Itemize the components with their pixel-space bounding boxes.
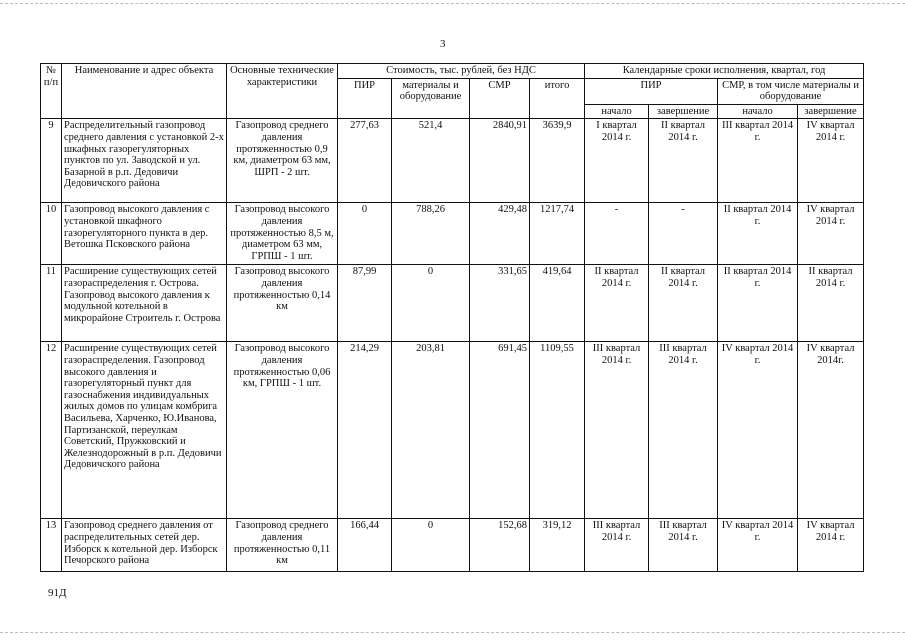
header-materials: материалы и оборудование: [392, 78, 470, 119]
table-row: [41, 519, 864, 572]
cost-smr: 691,45: [470, 342, 530, 519]
pir-end: II квартал 2014 г.: [649, 119, 718, 203]
header-end: завершение: [649, 104, 718, 119]
cost-total: 419,64: [530, 265, 585, 342]
pir-end: -: [649, 203, 718, 265]
schedule-table: [40, 63, 864, 572]
cost-total: 1217,74: [530, 203, 585, 265]
header-start: начало: [718, 104, 798, 119]
pir-end: III квартал 2014 г.: [649, 519, 718, 572]
smr-start: II квартал 2014 г.: [718, 203, 798, 265]
object-name: Газопровод среднего давления от распределительных сетей дер. Изборск к котельной дер. Изборск Печорского района: [62, 519, 227, 572]
table-row: [41, 119, 864, 203]
cost-materials: 521,4: [392, 119, 470, 203]
header-smr: СМР: [470, 78, 530, 119]
cost-total: 1109,55: [530, 342, 585, 519]
footer-mark: 91Д: [48, 587, 67, 599]
header-total: итого: [530, 78, 585, 119]
header-pir: ПИР: [338, 78, 392, 119]
smr-end: IV квартал 2014 г.: [798, 519, 864, 572]
pir-end: III квартал 2014 г.: [649, 342, 718, 519]
cost-smr: 152,68: [470, 519, 530, 572]
scan-edge-top: [0, 3, 905, 5]
cost-total: 3639,9: [530, 119, 585, 203]
object-specs: Газопровод высокого давления протяженностью 0,14 км: [227, 265, 338, 342]
header-terms-smr: СМР, в том числе материалы и оборудование: [718, 78, 864, 104]
cost-pir: 277,63: [338, 119, 392, 203]
pir-start: -: [585, 203, 649, 265]
pir-start: II квартал 2014 г.: [585, 265, 649, 342]
row-number: 12: [41, 342, 62, 519]
cost-materials: 788,26: [392, 203, 470, 265]
table-row: [41, 265, 864, 342]
header-terms-pir: ПИР: [585, 78, 718, 104]
smr-start: IV квартал 2014 г.: [718, 342, 798, 519]
object-specs: Газопровод высокого давления протяженностью 0,06 км, ГРПШ - 1 шт.: [227, 342, 338, 519]
object-name: Расширение существующих сетей газораспределения. Газопровод высокого давления и газорегуляторный пункт для газоснабжения индивидуальных жилых домов по улицам комбрига Васильева, Харченко, Ю.Иванова, Партизанской, переулкам Советский, Пружковский и Железнодорожный в р.п. Дедовичи Дедовичского района: [62, 342, 227, 519]
object-name: Распределительный газопровод среднего давления с установкой 2-х шкафных газорегуляторных пунктов по ул. Заводской и ул. Базарной в р.п. Дедовичи Дедовичского района: [62, 119, 227, 203]
row-number: 10: [41, 203, 62, 265]
object-specs: Газопровод среднего давления протяженностью 0,9 км, диаметром 63 мм, ШРП - 2 шт.: [227, 119, 338, 203]
table-row: [41, 203, 864, 265]
smr-start: III квартал 2014 г.: [718, 119, 798, 203]
row-number: 11: [41, 265, 62, 342]
object-name: Газопровод высокого давления с установкой шкафного газорегуляторного пункта в дер. Ветошка Псковского района: [62, 203, 227, 265]
cost-pir: 87,99: [338, 265, 392, 342]
cost-smr: 429,48: [470, 203, 530, 265]
smr-end: IV квартал 2014 г.: [798, 119, 864, 203]
header-cost-group: Стоимость, тыс. рублей, без НДС: [338, 64, 585, 79]
cost-smr: 2840,91: [470, 119, 530, 203]
cost-pir: 166,44: [338, 519, 392, 572]
cost-total: 319,12: [530, 519, 585, 572]
pir-start: III квартал 2014 г.: [585, 519, 649, 572]
cost-materials: 203,81: [392, 342, 470, 519]
header-name: Наименование и адрес объекта: [62, 64, 227, 119]
smr-end: IV квартал 2014г.: [798, 342, 864, 519]
cost-smr: 331,65: [470, 265, 530, 342]
cost-materials: 0: [392, 265, 470, 342]
header-end: завершение: [798, 104, 864, 119]
pir-start: I квартал 2014 г.: [585, 119, 649, 203]
smr-end: IV квартал 2014 г.: [798, 203, 864, 265]
object-name: Расширение существующих сетей газораспределения г. Острова. Газопровод высокого давления к модульной котельной в микрорайоне Строитель г. Острова: [62, 265, 227, 342]
cost-materials: 0: [392, 519, 470, 572]
row-number: 13: [41, 519, 62, 572]
header-no: № п/п: [41, 64, 62, 119]
cost-pir: 214,29: [338, 342, 392, 519]
smr-start: IV квартал 2014 г.: [718, 519, 798, 572]
smr-start: II квартал 2014 г.: [718, 265, 798, 342]
header-specs: Основные технические характеристики: [227, 64, 338, 119]
pir-end: II квартал 2014 г.: [649, 265, 718, 342]
object-specs: Газопровод высокого давления протяженностью 8,5 м, диаметром 63 мм, ГРПШ - 1 шт.: [227, 203, 338, 265]
header-start: начало: [585, 104, 649, 119]
page-number: 3: [440, 38, 446, 50]
object-specs: Газопровод среднего давления протяженностью 0,11 км: [227, 519, 338, 572]
table-row: [41, 342, 864, 519]
row-number: 9: [41, 119, 62, 203]
smr-end: II квартал 2014 г.: [798, 265, 864, 342]
pir-start: III квартал 2014 г.: [585, 342, 649, 519]
header-row-1: [41, 64, 864, 79]
cost-pir: 0: [338, 203, 392, 265]
header-terms-group: Календарные сроки исполнения, квартал, год: [585, 64, 864, 79]
scan-edge-bottom: [0, 632, 905, 634]
